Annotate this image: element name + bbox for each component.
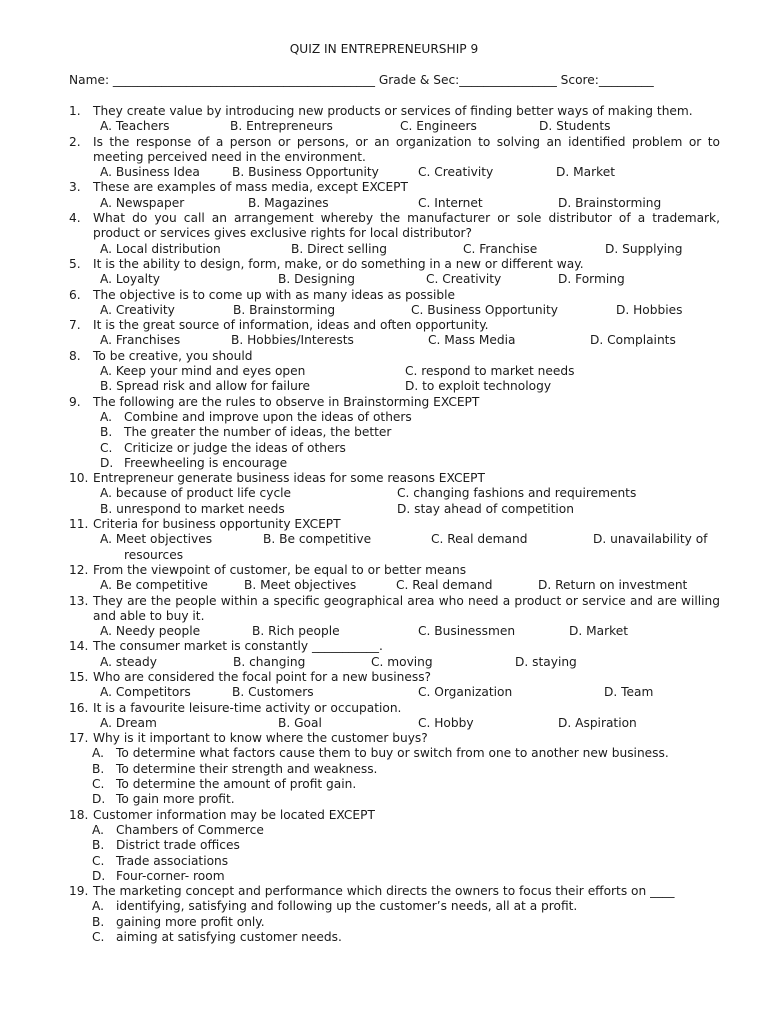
question-text: It is a favourite leisure-time activity or occupation. <box>93 700 402 715</box>
option-text: To determine their strength and weakness. <box>116 761 378 776</box>
question-text: The objective is to come up with as many ideas as possible <box>93 287 456 302</box>
answer-option <box>92 854 720 869</box>
answer-option-list <box>69 899 720 945</box>
answer-option: D. Market <box>569 624 629 639</box>
question-number: 9. <box>69 394 81 409</box>
answer-option <box>92 777 720 792</box>
answer-option: A. Franchises <box>100 333 181 348</box>
answer-option: C. Hobby <box>418 715 474 730</box>
question-item <box>69 731 720 807</box>
answer-option <box>92 899 720 914</box>
answer-option: B. Goal <box>278 715 322 730</box>
answer-option: C. respond to market needs <box>405 364 575 379</box>
question-text: It is the ability to design, form, make, or do something in a new or different way. <box>93 256 584 271</box>
answer-option: D. Forming <box>558 272 625 287</box>
answer-option <box>92 869 720 884</box>
answer-option: D. stay ahead of competition <box>397 501 574 516</box>
answer-option: A. Creativity <box>100 302 175 317</box>
answer-option: D. Students <box>539 119 611 134</box>
question-text: The following are the rules to observe in Brainstorming EXCEPT <box>93 394 480 409</box>
question-number: 17. <box>69 731 89 746</box>
answer-option: D. Hobbies <box>616 302 683 317</box>
option-text: To determine what factors cause them to buy or switch from one to another new business. <box>116 746 669 761</box>
answer-option: B. Be competitive <box>263 532 372 547</box>
question-item <box>69 808 720 884</box>
question-stem <box>69 701 720 716</box>
answer-options <box>69 196 720 211</box>
question-stem <box>69 211 720 242</box>
option-letter: A. <box>92 746 104 761</box>
answer-options <box>69 119 720 134</box>
answer-option <box>92 823 720 838</box>
question-stem <box>69 639 720 654</box>
question-text: They create value by introducing new products or services of finding better ways of making them. <box>93 104 693 118</box>
answer-option: C. Franchise <box>463 241 538 256</box>
answer-options <box>69 502 720 517</box>
answer-option: C. changing fashions and requirements <box>397 486 637 501</box>
answer-option: A. Business Idea <box>100 165 200 180</box>
question-stem <box>69 135 720 166</box>
answer-options <box>69 364 720 379</box>
answer-options <box>69 242 720 257</box>
answer-option <box>92 930 720 945</box>
option-text: Freewheeling is encourage <box>124 455 288 470</box>
question-item <box>69 318 720 349</box>
answer-option: D. unavailability of <box>593 532 708 547</box>
answer-option <box>92 746 720 761</box>
option-letter: B. <box>92 838 105 853</box>
question-item <box>69 471 720 517</box>
option-letter: D. <box>92 868 106 883</box>
question-stem <box>69 180 720 195</box>
answer-option: B. Business Opportunity <box>232 165 379 180</box>
answer-option: C. Engineers <box>400 119 477 134</box>
answer-option: B. Magazines <box>248 195 329 210</box>
answer-option: B. Brainstorming <box>233 302 336 317</box>
answer-option: C. Business Opportunity <box>411 302 559 317</box>
question-number: 12. <box>69 562 89 577</box>
question-item <box>69 288 720 319</box>
question-text: Who are considered the focal point for a new business? <box>93 669 432 684</box>
answer-option: B. Designing <box>278 272 356 287</box>
answer-option: C. Organization <box>418 685 513 700</box>
answer-option: B. unrespond to market needs <box>100 501 285 516</box>
answer-options <box>69 578 720 593</box>
question-text: Why is it important to know where the customer buys? <box>93 731 428 746</box>
answer-option <box>92 915 720 930</box>
option-letter: C. <box>92 777 105 792</box>
answer-option-list <box>69 823 720 884</box>
answer-option: C. Real demand <box>431 532 528 547</box>
answer-option: D. Market <box>556 165 616 180</box>
option-text: gaining more profit only. <box>116 914 265 929</box>
answer-option: D. Aspiration <box>558 715 637 730</box>
question-text: It is the great source of information, ideas and often opportunity. <box>93 318 489 333</box>
question-text: These are examples of mass media, except EXCEPT <box>93 180 408 195</box>
question-stem <box>69 349 720 364</box>
answer-option: B. Customers <box>232 685 314 700</box>
question-item <box>69 257 720 288</box>
question-text: What do you call an arrangement whereby the manufacturer or sole distributor of a trademark, product or services gives exclusive rights for local distributor? <box>93 211 720 241</box>
question-text: Entrepreneur generate business ideas for some reasons EXCEPT <box>93 471 485 486</box>
question-item <box>69 517 720 563</box>
answer-options <box>69 624 720 639</box>
answer-option: B. Spread risk and allow for failure <box>100 379 311 394</box>
answer-option: A. Newspaper <box>100 195 185 210</box>
answer-options <box>69 655 720 670</box>
question-number: 18. <box>69 807 89 822</box>
question-stem <box>69 318 720 333</box>
answer-option: A. Competitors <box>100 685 191 700</box>
question-stem <box>69 395 720 410</box>
option-text: Combine and improve upon the ideas of others <box>124 409 412 424</box>
question-stem <box>69 670 720 685</box>
answer-option: A. Dream <box>100 715 157 730</box>
question-text: Criteria for business opportunity EXCEPT <box>93 517 341 532</box>
answer-option: C. Real demand <box>396 578 493 593</box>
answer-option <box>92 762 720 777</box>
question-stem <box>69 257 720 272</box>
answer-option: D. Return on investment <box>538 578 688 593</box>
question-item <box>69 135 720 181</box>
option-letter: B. <box>92 914 105 929</box>
answer-option: B. Rich people <box>252 624 340 639</box>
question-item <box>69 395 720 471</box>
question-stem <box>69 471 720 486</box>
answer-option: B. changing <box>233 654 306 669</box>
answer-options <box>69 333 720 348</box>
question-number: 19. <box>69 884 89 899</box>
option-letter: A. <box>92 822 104 837</box>
question-number: 3. <box>69 180 81 195</box>
question-text: The marketing concept and performance which directs the owners to focus their efforts on ____ <box>93 884 675 899</box>
question-text: From the viewpoint of customer, be equal to or better means <box>93 562 467 577</box>
question-number: 10. <box>69 471 89 486</box>
option-letter: C. <box>92 930 105 945</box>
question-stem <box>69 884 720 899</box>
answer-option: A. Loyalty <box>100 272 160 287</box>
question-item <box>69 884 720 945</box>
option-text: identifying, satisfying and following up the customer’s needs, all at a profit. <box>116 899 578 914</box>
answer-option <box>100 410 720 425</box>
answer-options <box>69 532 720 547</box>
question-stem <box>69 288 720 303</box>
option-letter: A. <box>92 899 104 914</box>
question-number: 15. <box>69 669 89 684</box>
question-number: 13. <box>69 593 89 608</box>
option-letter: B. <box>92 761 105 776</box>
answer-options <box>69 165 720 180</box>
question-number: 6. <box>69 287 81 302</box>
option-letter: D. <box>92 792 106 807</box>
question-stem <box>69 563 720 578</box>
option-text: Criticize or judge the ideas of others <box>124 440 346 455</box>
question-number: 2. <box>69 134 81 149</box>
page-title: QUIZ IN ENTREPRENEURSHIP 9 <box>289 42 479 56</box>
question-item <box>69 104 720 135</box>
question-text: The consumer market is constantly ___________. <box>93 639 383 654</box>
question-item <box>69 594 720 640</box>
question-number: 11. <box>69 517 89 532</box>
question-stem <box>69 517 720 532</box>
question-text: They are the people within a specific geographical area who need a product or service and are willing and able to buy it. <box>93 593 720 623</box>
option-text: To determine the amount of profit gain. <box>116 777 357 792</box>
answer-option: B. Hobbies/Interests <box>231 333 354 348</box>
answer-option <box>100 441 720 456</box>
answer-option: A. Meet objectives <box>100 532 213 547</box>
answer-option: A. Needy people <box>100 624 201 639</box>
question-number: 4. <box>69 211 81 226</box>
answer-option-list <box>69 410 720 471</box>
question-stem <box>69 594 720 625</box>
answer-options <box>69 685 720 700</box>
answer-option <box>100 425 720 440</box>
answer-options <box>69 303 720 318</box>
answer-option: A. Teachers <box>100 119 170 134</box>
option-letter: C. <box>100 440 113 455</box>
answer-option: A. because of product life cycle <box>100 486 292 501</box>
question-item <box>69 563 720 594</box>
question-stem <box>69 731 720 746</box>
answer-options <box>69 716 720 731</box>
answer-option <box>100 456 720 471</box>
answer-option: A. steady <box>100 654 157 669</box>
question-text: To be creative, you should <box>93 348 253 363</box>
answer-option: A. Local distribution <box>100 241 221 256</box>
answer-option: D. Complaints <box>590 333 676 348</box>
answer-option-list <box>69 746 720 807</box>
answer-option: C. moving <box>371 654 433 669</box>
option-text: The greater the number of ideas, the better <box>124 425 392 440</box>
answer-option: C. Creativity <box>418 165 494 180</box>
question-item <box>69 180 720 211</box>
answer-option <box>92 838 720 853</box>
name-grade-score-line: Name: ___________________________________________ Grade & Sec:________________ Score:_________ <box>69 73 654 87</box>
question-item <box>69 211 720 257</box>
answer-option: D. Brainstorming <box>558 195 662 210</box>
question-text: Customer information may be located EXCEPT <box>93 807 375 822</box>
question-number: 8. <box>69 348 81 363</box>
answer-options <box>69 272 720 287</box>
answer-option: C. Mass Media <box>428 333 516 348</box>
option-text: aiming at satisfying customer needs. <box>116 930 342 945</box>
answer-option <box>92 792 720 807</box>
question-number: 16. <box>69 700 89 715</box>
question-number: 5. <box>69 256 81 271</box>
answer-option: D. to exploit technology <box>405 379 552 394</box>
answer-options <box>69 486 720 501</box>
option-text: Four-corner- room <box>116 868 225 883</box>
option-letter: B. <box>100 425 113 440</box>
option-text: District trade offices <box>116 838 240 853</box>
question-item <box>69 670 720 701</box>
question-number: 14. <box>69 639 89 654</box>
answer-option: D. staying <box>515 654 577 669</box>
question-stem <box>69 808 720 823</box>
answer-option: A. Keep your mind and eyes open <box>100 364 306 379</box>
answer-option: C. Internet <box>418 195 483 210</box>
answer-option: D. Supplying <box>605 241 683 256</box>
question-item <box>69 639 720 670</box>
answer-options <box>69 379 720 394</box>
question-item <box>69 701 720 732</box>
answer-option: B. Direct selling <box>291 241 387 256</box>
question-text: Is the response of a person or persons, or an organization to solving an identified problem or to meeting perceived need in the environment. <box>93 134 720 164</box>
question-number: 1. <box>69 104 81 118</box>
option-text: To gain more profit. <box>116 792 235 807</box>
question-item <box>69 349 720 395</box>
question-list <box>69 104 720 945</box>
answer-option: C. Businessmen <box>418 624 516 639</box>
answer-option: C. Creativity <box>426 272 502 287</box>
answer-option: B. Entrepreneurs <box>230 119 333 134</box>
option-text: Chambers of Commerce <box>116 822 264 837</box>
question-number: 7. <box>69 318 81 333</box>
answer-option: D. Team <box>604 685 654 700</box>
question-stem <box>69 104 720 119</box>
answer-option: A. Be competitive <box>100 578 208 593</box>
option-letter: C. <box>92 853 105 868</box>
option-letter: A. <box>100 409 112 424</box>
option-letter: D. <box>100 455 114 470</box>
answer-option-continuation: resources <box>124 547 184 562</box>
option-text: Trade associations <box>116 853 229 868</box>
answer-option: B. Meet objectives <box>244 578 357 593</box>
